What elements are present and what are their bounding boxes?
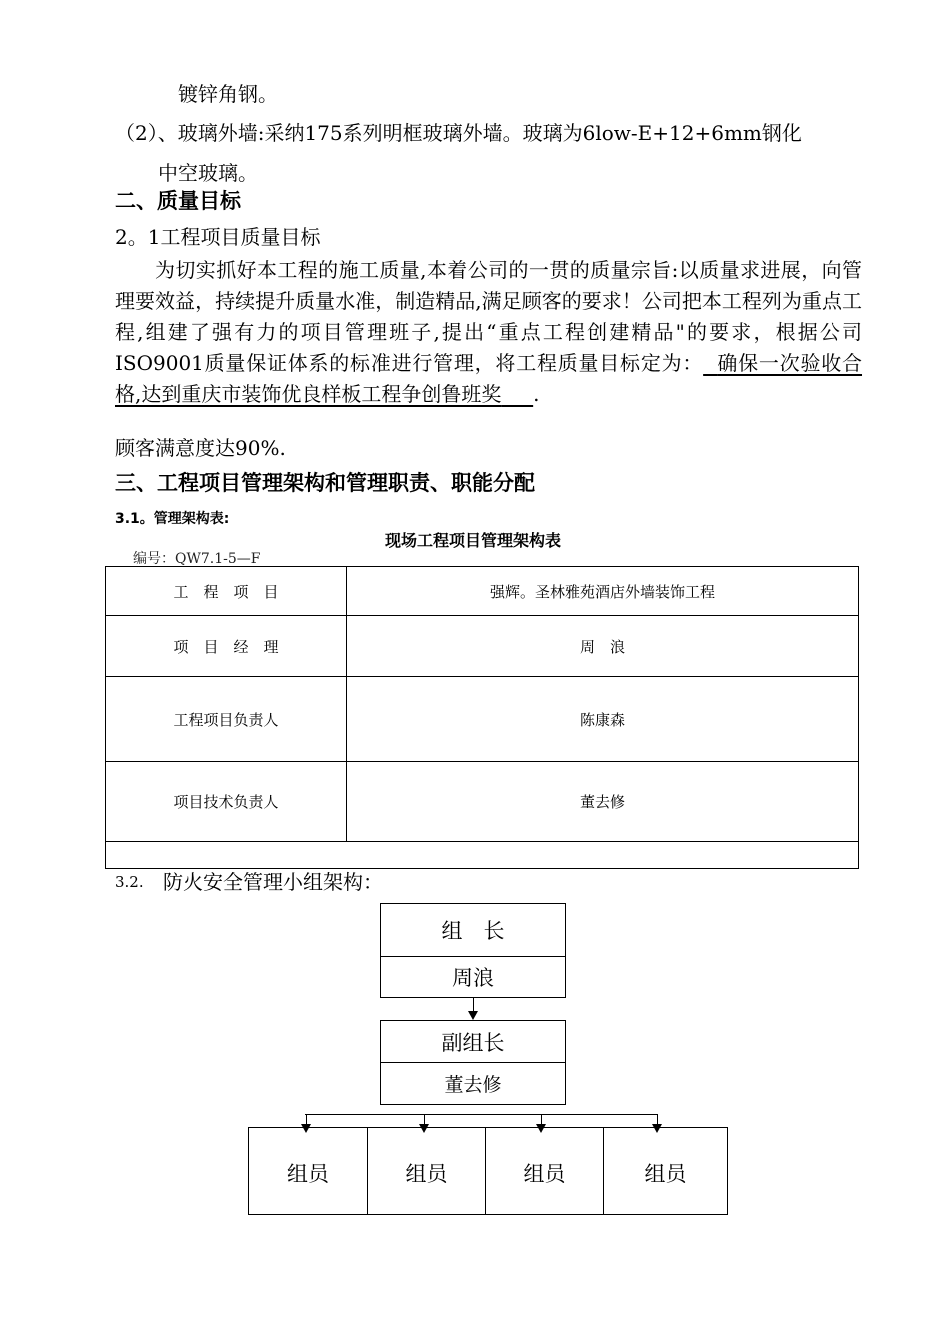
table-title: 现场工程项目管理架构表	[385, 531, 562, 550]
leader-title: 组 长	[381, 904, 565, 957]
management-table	[105, 566, 859, 869]
table-code: 编号：QW7.1-5—F	[133, 551, 261, 567]
members-box	[248, 1127, 728, 1215]
deputy-title: 副组长	[381, 1021, 565, 1063]
leader-box	[380, 903, 566, 998]
member-cell: 组员	[368, 1128, 486, 1214]
branch-line	[305, 1114, 658, 1115]
table-row	[106, 842, 859, 869]
table-row	[106, 677, 859, 762]
arrow-down-icon	[468, 1011, 478, 1020]
satisfaction-line: 顾客满意度达90%.	[115, 436, 286, 460]
table-row	[106, 762, 859, 842]
section-3-heading: 三、工程项目管理架构和管理职责、职能分配	[115, 471, 535, 495]
section-3-1-subheading: 3.1。管理架构表:	[115, 511, 230, 527]
member-cell: 组员	[486, 1128, 604, 1214]
table-label: 项目技术负责人	[106, 762, 347, 842]
text-line-2: （2）、玻璃外墙:采纳175系列明框玻璃外墙。玻璃为6low-E+12+6mm钢化	[115, 121, 802, 145]
table-value: 董去修	[347, 762, 859, 842]
text-line-1: 镀锌角钢。	[178, 82, 278, 106]
connector-line	[473, 998, 474, 1012]
deputy-name: 董去修	[444, 1074, 502, 1096]
arrow-down-icon	[536, 1124, 546, 1133]
table-label: 项 目 经 理	[106, 616, 347, 677]
arrow-down-icon	[301, 1124, 311, 1133]
table-value: 周 浪	[347, 616, 859, 677]
table-value: 陈康森	[347, 677, 859, 762]
section-2-1-subheading: 2。1工程项目质量目标	[115, 225, 321, 249]
text-line-3: 中空玻璃。	[158, 161, 258, 185]
table-label: 工 程 项 目	[106, 567, 347, 616]
quality-target: 确保一次验收合格,达到重庆市装饰优良样板工程争创鲁班奖	[115, 351, 863, 406]
table-empty-row	[106, 842, 859, 869]
leader-name: 周浪	[452, 966, 494, 990]
quality-paragraph-text: 为切实抓好本工程的施工质量,本着公司的一贯的质量宗旨:以质量求进展，向管理要效益，持续提升质量水准，制造精品,满足顾客的要求！公司把本工程列为重点工程,组建了强有力的项目管理班子,提出“重点工程创建精品"的要求，根据公司ISO9001质量保证体系的标准进行管理，将工程质量目标定为：	[115, 258, 862, 375]
section-3-2-title: 防火安全管理小组架构：	[163, 870, 383, 894]
table-row	[106, 567, 859, 616]
quality-paragraph	[115, 255, 862, 410]
deputy-box	[380, 1020, 566, 1105]
arrow-down-icon	[652, 1124, 662, 1133]
table-label: 工程项目负责人	[106, 677, 347, 762]
table-value: 强辉。圣林雅苑酒店外墙装饰工程	[347, 567, 859, 616]
quality-target-end: .	[533, 382, 540, 406]
section-2-heading: 二、质量目标	[115, 189, 241, 213]
member-cell: 组员	[249, 1128, 368, 1214]
arrow-down-icon	[419, 1124, 429, 1133]
section-3-2-number: 3.2.	[115, 873, 144, 891]
table-row	[106, 616, 859, 677]
member-cell: 组员	[644, 1162, 687, 1186]
